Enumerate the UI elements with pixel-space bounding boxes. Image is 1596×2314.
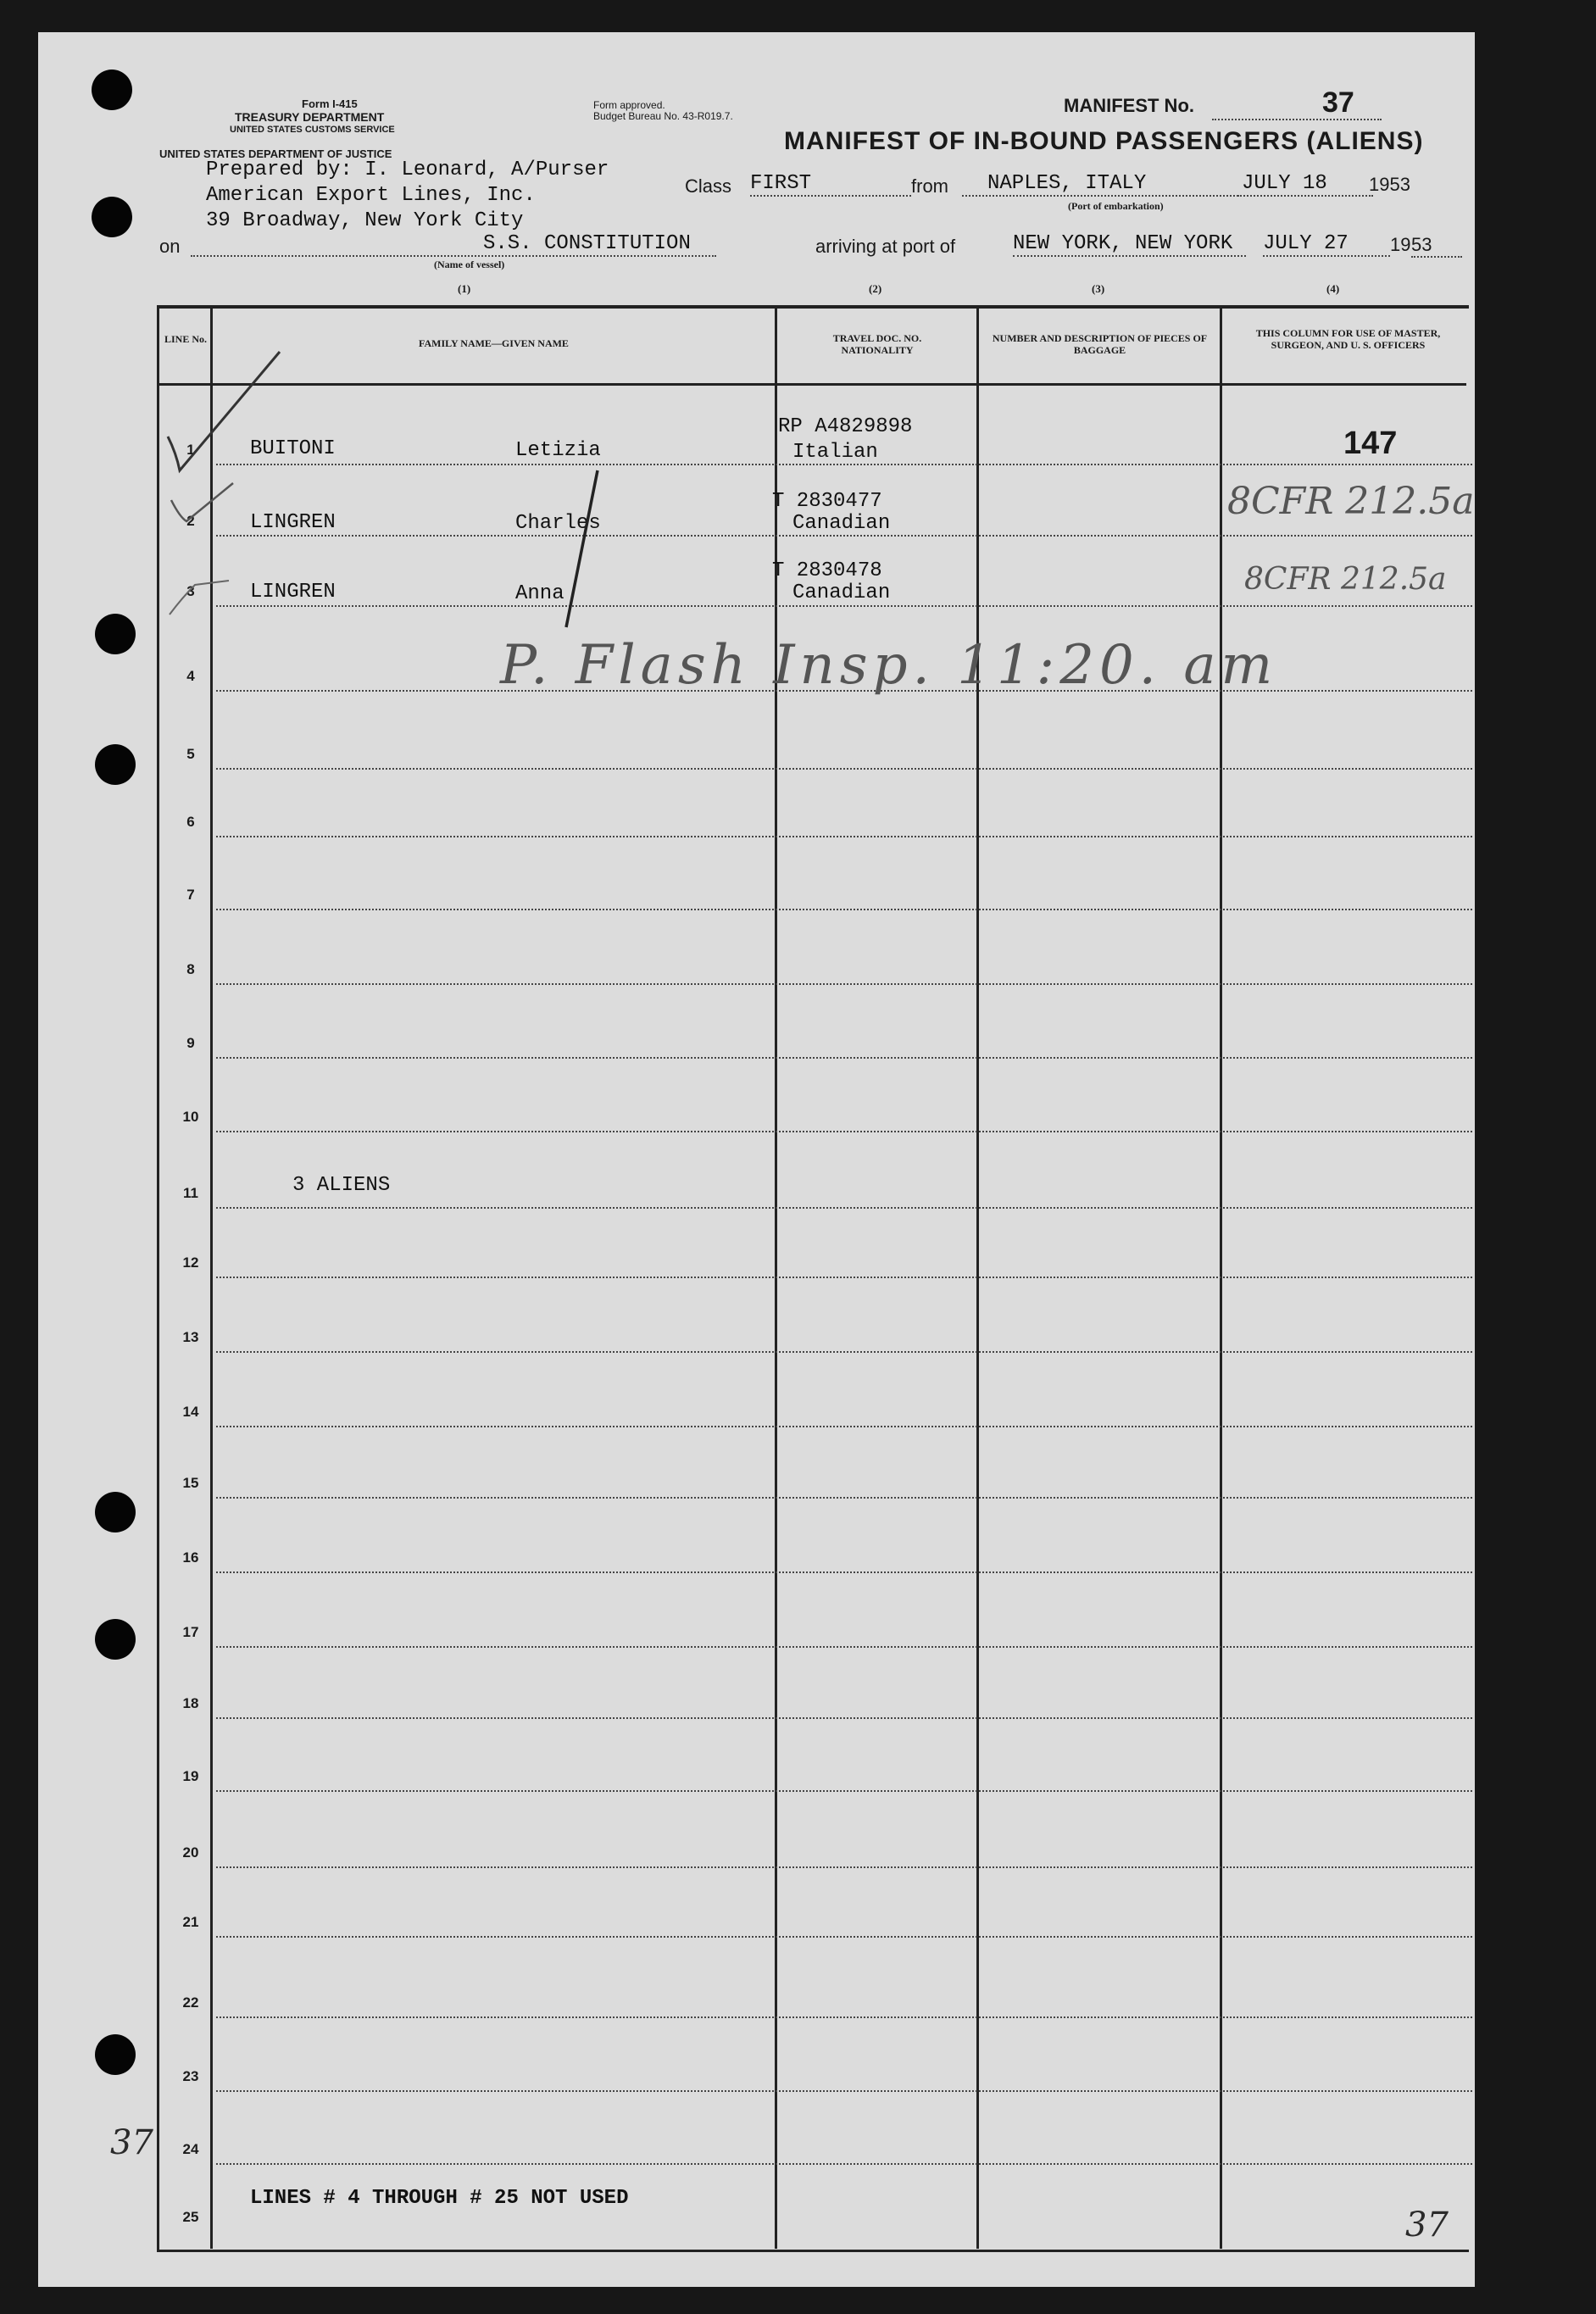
- line-number: 7: [186, 887, 195, 903]
- passenger-3-doc: T 2830478: [772, 559, 882, 582]
- embark-port: NAPLES, ITALY: [962, 172, 1242, 197]
- company-name: American Export Lines, Inc.: [206, 184, 536, 207]
- vessel-caption: (Name of vessel): [434, 259, 505, 270]
- line-number: 23: [182, 2068, 199, 2084]
- row-rule: [216, 1717, 1472, 1719]
- row-rule: [216, 1207, 1472, 1209]
- budget-bureau: Budget Bureau No. 43-R019.7.: [593, 110, 733, 122]
- row-rule: [216, 909, 1472, 910]
- company-address: 39 Broadway, New York City: [206, 209, 524, 232]
- embark-year: 1953: [1369, 174, 1410, 195]
- passenger-1-family: BUITONI: [250, 437, 336, 460]
- embark-date: JULY 18: [1237, 172, 1373, 197]
- punch-hole: [95, 2034, 136, 2075]
- arrival-date: JULY 27: [1263, 232, 1390, 257]
- line-number: 1: [186, 442, 195, 458]
- row-rule: [216, 836, 1472, 837]
- row-rule: [216, 1571, 1472, 1573]
- row-rule: [216, 1426, 1472, 1427]
- line-number: 25: [182, 2209, 199, 2225]
- arrival-port: NEW YORK, NEW YORK: [1013, 232, 1246, 257]
- justice-dept: UNITED STATES DEPARTMENT OF JUSTICE: [159, 147, 392, 160]
- punch-hole: [95, 614, 136, 654]
- punch-hole: [92, 70, 132, 110]
- row-rule: [216, 768, 1472, 770]
- row-rule: [216, 983, 1472, 985]
- line-number: 19: [182, 1768, 199, 1784]
- arriving-label: arriving at port of: [815, 236, 956, 257]
- col-num-3: (3): [1092, 282, 1105, 295]
- line-number: 4: [186, 668, 195, 684]
- line-number: 14: [182, 1404, 199, 1420]
- prepared-by: Prepared by: I. Leonard, A/Purser: [206, 159, 609, 181]
- century: 19: [1390, 234, 1411, 255]
- row-rule: [216, 1936, 1472, 1938]
- inspection-signature: P. Flash Insp. 11:20. am: [500, 634, 1278, 697]
- passenger-2-note: 8CFR 212.5a: [1227, 480, 1475, 523]
- col-header-baggage: NUMBER AND DESCRIPTION OF PIECES OF BAGGAGE: [992, 332, 1208, 356]
- row-rule: [216, 2016, 1472, 2018]
- col-header-name: FAMILY NAME—GIVEN NAME: [419, 337, 569, 349]
- line-number: 24: [182, 2141, 199, 2157]
- line-number: 11: [183, 1185, 198, 1201]
- punch-hole: [95, 1492, 136, 1532]
- line-number: 16: [182, 1549, 199, 1566]
- check-marks: [161, 343, 720, 657]
- line-number: 22: [182, 1994, 199, 2011]
- col-num-2: (2): [869, 282, 882, 295]
- manifest-title: MANIFEST OF IN-BOUND PASSENGERS (ALIENS): [784, 127, 1424, 155]
- line-number: 12: [182, 1254, 199, 1271]
- arrival-year: 53: [1411, 234, 1462, 258]
- margin-number: 37: [110, 2123, 153, 2162]
- from-label: from: [911, 175, 948, 197]
- col-num-4: (4): [1326, 282, 1340, 295]
- line-number: 9: [186, 1035, 195, 1051]
- customs-service: UNITED STATES CUSTOMS SERVICE: [230, 125, 395, 135]
- line-number: 21: [182, 1914, 199, 1930]
- manifest-number-line: [1212, 93, 1382, 120]
- passenger-2-nationality: Canadian: [792, 512, 891, 535]
- line-number: 6: [186, 814, 195, 830]
- col-header-line-no: LINE No.: [164, 333, 207, 345]
- passenger-3-given: Anna: [515, 582, 564, 605]
- class-value: FIRST: [750, 172, 911, 197]
- page-number: 37: [1405, 2206, 1449, 2244]
- row-rule: [216, 2090, 1472, 2092]
- line-number: 13: [182, 1329, 199, 1345]
- aliens-count: 3 ALIENS: [292, 1174, 391, 1197]
- passenger-2-given: Charles: [515, 512, 601, 535]
- unused-lines-note: LINES # 4 THROUGH # 25 NOT USED: [250, 2187, 629, 2210]
- line-number: 3: [186, 583, 195, 599]
- line-number: 2: [186, 513, 195, 529]
- row-rule: [216, 1131, 1472, 1132]
- line-number: 20: [182, 1844, 199, 1861]
- embark-caption: (Port of embarkation): [1068, 200, 1164, 212]
- passenger-3-nationality: Canadian: [792, 581, 891, 604]
- col-num-1: (1): [458, 282, 471, 295]
- line-number: 10: [182, 1109, 199, 1125]
- col-header-travel-doc: TRAVEL DOC. NO. NATIONALITY: [832, 332, 922, 356]
- row-rule: [216, 2163, 1472, 2165]
- punch-hole: [95, 744, 136, 785]
- manifest-label: MANIFEST No.: [1064, 95, 1194, 116]
- line-number: 5: [186, 746, 195, 762]
- class-label: Class: [685, 175, 732, 197]
- line-number: 15: [182, 1475, 199, 1491]
- col-header-officers: THIS COLUMN FOR USE OF MASTER, SURGEON, AND U. S. OFFICERS: [1255, 327, 1441, 351]
- manifest-number: 37: [1322, 86, 1354, 119]
- row-rule: [216, 1277, 1472, 1278]
- on-label: on: [159, 236, 181, 257]
- passenger-3-note: 8CFR 212.5a: [1244, 562, 1447, 597]
- passenger-1-doc: RP A4829898: [778, 415, 913, 438]
- row-rule: [216, 1497, 1472, 1499]
- passenger-2-doc: T 2830477: [772, 490, 882, 513]
- passenger-3-family: LINGREN: [250, 581, 336, 604]
- vessel-name: S.S. CONSTITUTION: [191, 232, 716, 257]
- row-rule: [216, 1646, 1472, 1648]
- form-approved: Form approved.: [593, 99, 665, 111]
- punch-hole: [95, 1619, 136, 1660]
- passenger-1-nationality: Italian: [792, 441, 878, 464]
- line-number: 8: [186, 961, 195, 977]
- row-rule: [216, 1057, 1472, 1059]
- form-number: Form I-415: [302, 97, 358, 110]
- passenger-2-family: LINGREN: [250, 511, 336, 534]
- row-rule: [216, 1866, 1472, 1868]
- line-number: 18: [182, 1695, 199, 1711]
- row-rule: [216, 1351, 1472, 1353]
- passenger-1-note: 147: [1343, 426, 1398, 461]
- treasury-dept: TREASURY DEPARTMENT: [235, 110, 385, 124]
- punch-hole: [92, 197, 132, 237]
- passenger-1-given: Letizia: [515, 439, 601, 462]
- row-rule: [216, 1790, 1472, 1792]
- line-number: 17: [182, 1624, 199, 1640]
